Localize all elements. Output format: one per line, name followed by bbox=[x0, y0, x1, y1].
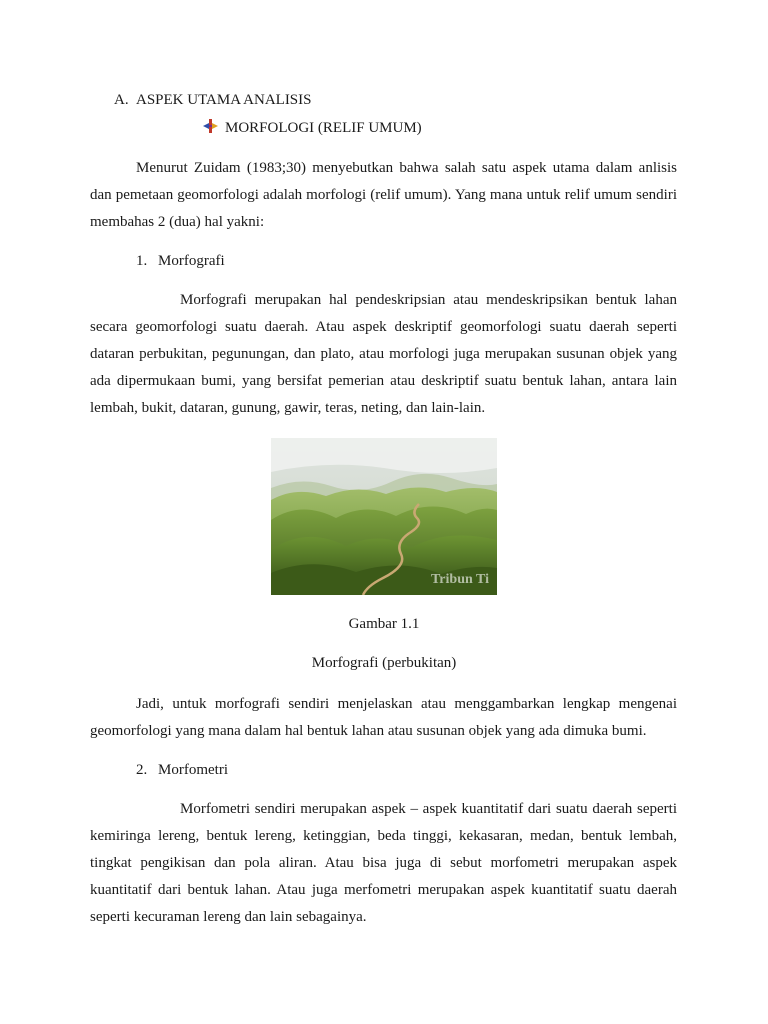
arrow-bullet-icon bbox=[203, 119, 225, 138]
section-heading bbox=[114, 92, 312, 109]
section-title: ASPEK UTAMA ANALISIS bbox=[136, 92, 312, 108]
morfometri-paragraph: Morfometri sendiri merupakan aspek – aspek kuantitatif dari suatu daerah seperti kemiringa lereng, bentuk lereng, ketinggian, beda tinggi, kekasaran, medan, bentuk lembah, tingkat pengikisan dan pola aliran. Atau bisa juga di sebut morfometri merupakan aspek kuantitatif dari bentuk lahan. Atau juga merfometri merupakan aspek kuantitatif suatu daerah seperti kecuraman lereng dan lain sebagainya. bbox=[90, 801, 677, 925]
subsection-heading bbox=[203, 119, 422, 138]
list-item-number: 2. bbox=[136, 762, 148, 778]
summary-paragraph: Jadi, untuk morfografi sendiri menjelaskan atau menggambarkan lengkap mengenai geomorfologi yang mana dalam hal bentuk lahan atau susunan objek yang ada dimuka bumi. bbox=[90, 696, 677, 739]
figure-caption-text: Morfografi (perbukitan) bbox=[311, 655, 457, 671]
morfografi-paragraph: Morfografi merupakan hal pendeskripsian atau mendeskripsikan bentuk lahan secara geomorfologi suatu daerah. Atau aspek deskriptif geomorfologi suatu daerah seperti dataran perbukitan, pegunungan, dan plato, atau morfologi juga merupakan susunan objek yang ada dipermukaan bumi, yang bersifat pemerian atau deskriptif suatu bentuk lahan, antara lain lembah, bukit, dataran, gunung, gawir, teras, neting, dan lain-lain. bbox=[90, 292, 677, 416]
hills-photo bbox=[271, 438, 497, 595]
list-item bbox=[136, 253, 225, 270]
list-item-number: 1. bbox=[136, 253, 148, 269]
section-number: A. bbox=[114, 92, 129, 108]
subsection-title: MORFOLOGI (RELIF UMUM) bbox=[225, 120, 422, 136]
figure-caption-number: Gambar 1.1 bbox=[348, 616, 420, 632]
list-item-label: Morfometri bbox=[158, 762, 228, 778]
photo-watermark: Tribun Ti bbox=[431, 572, 489, 587]
intro-paragraph: Menurut Zuidam (1983;30) menyebutkan bahwa salah satu aspek utama dalam anlisis dan pemetaan geomorfologi adalah morfologi (relif umum). Yang mana untuk relif umum sendiri membahas 2 (dua) hal yakni: bbox=[90, 160, 677, 230]
list-item-label: Morfografi bbox=[158, 253, 225, 269]
list-item bbox=[136, 762, 228, 779]
